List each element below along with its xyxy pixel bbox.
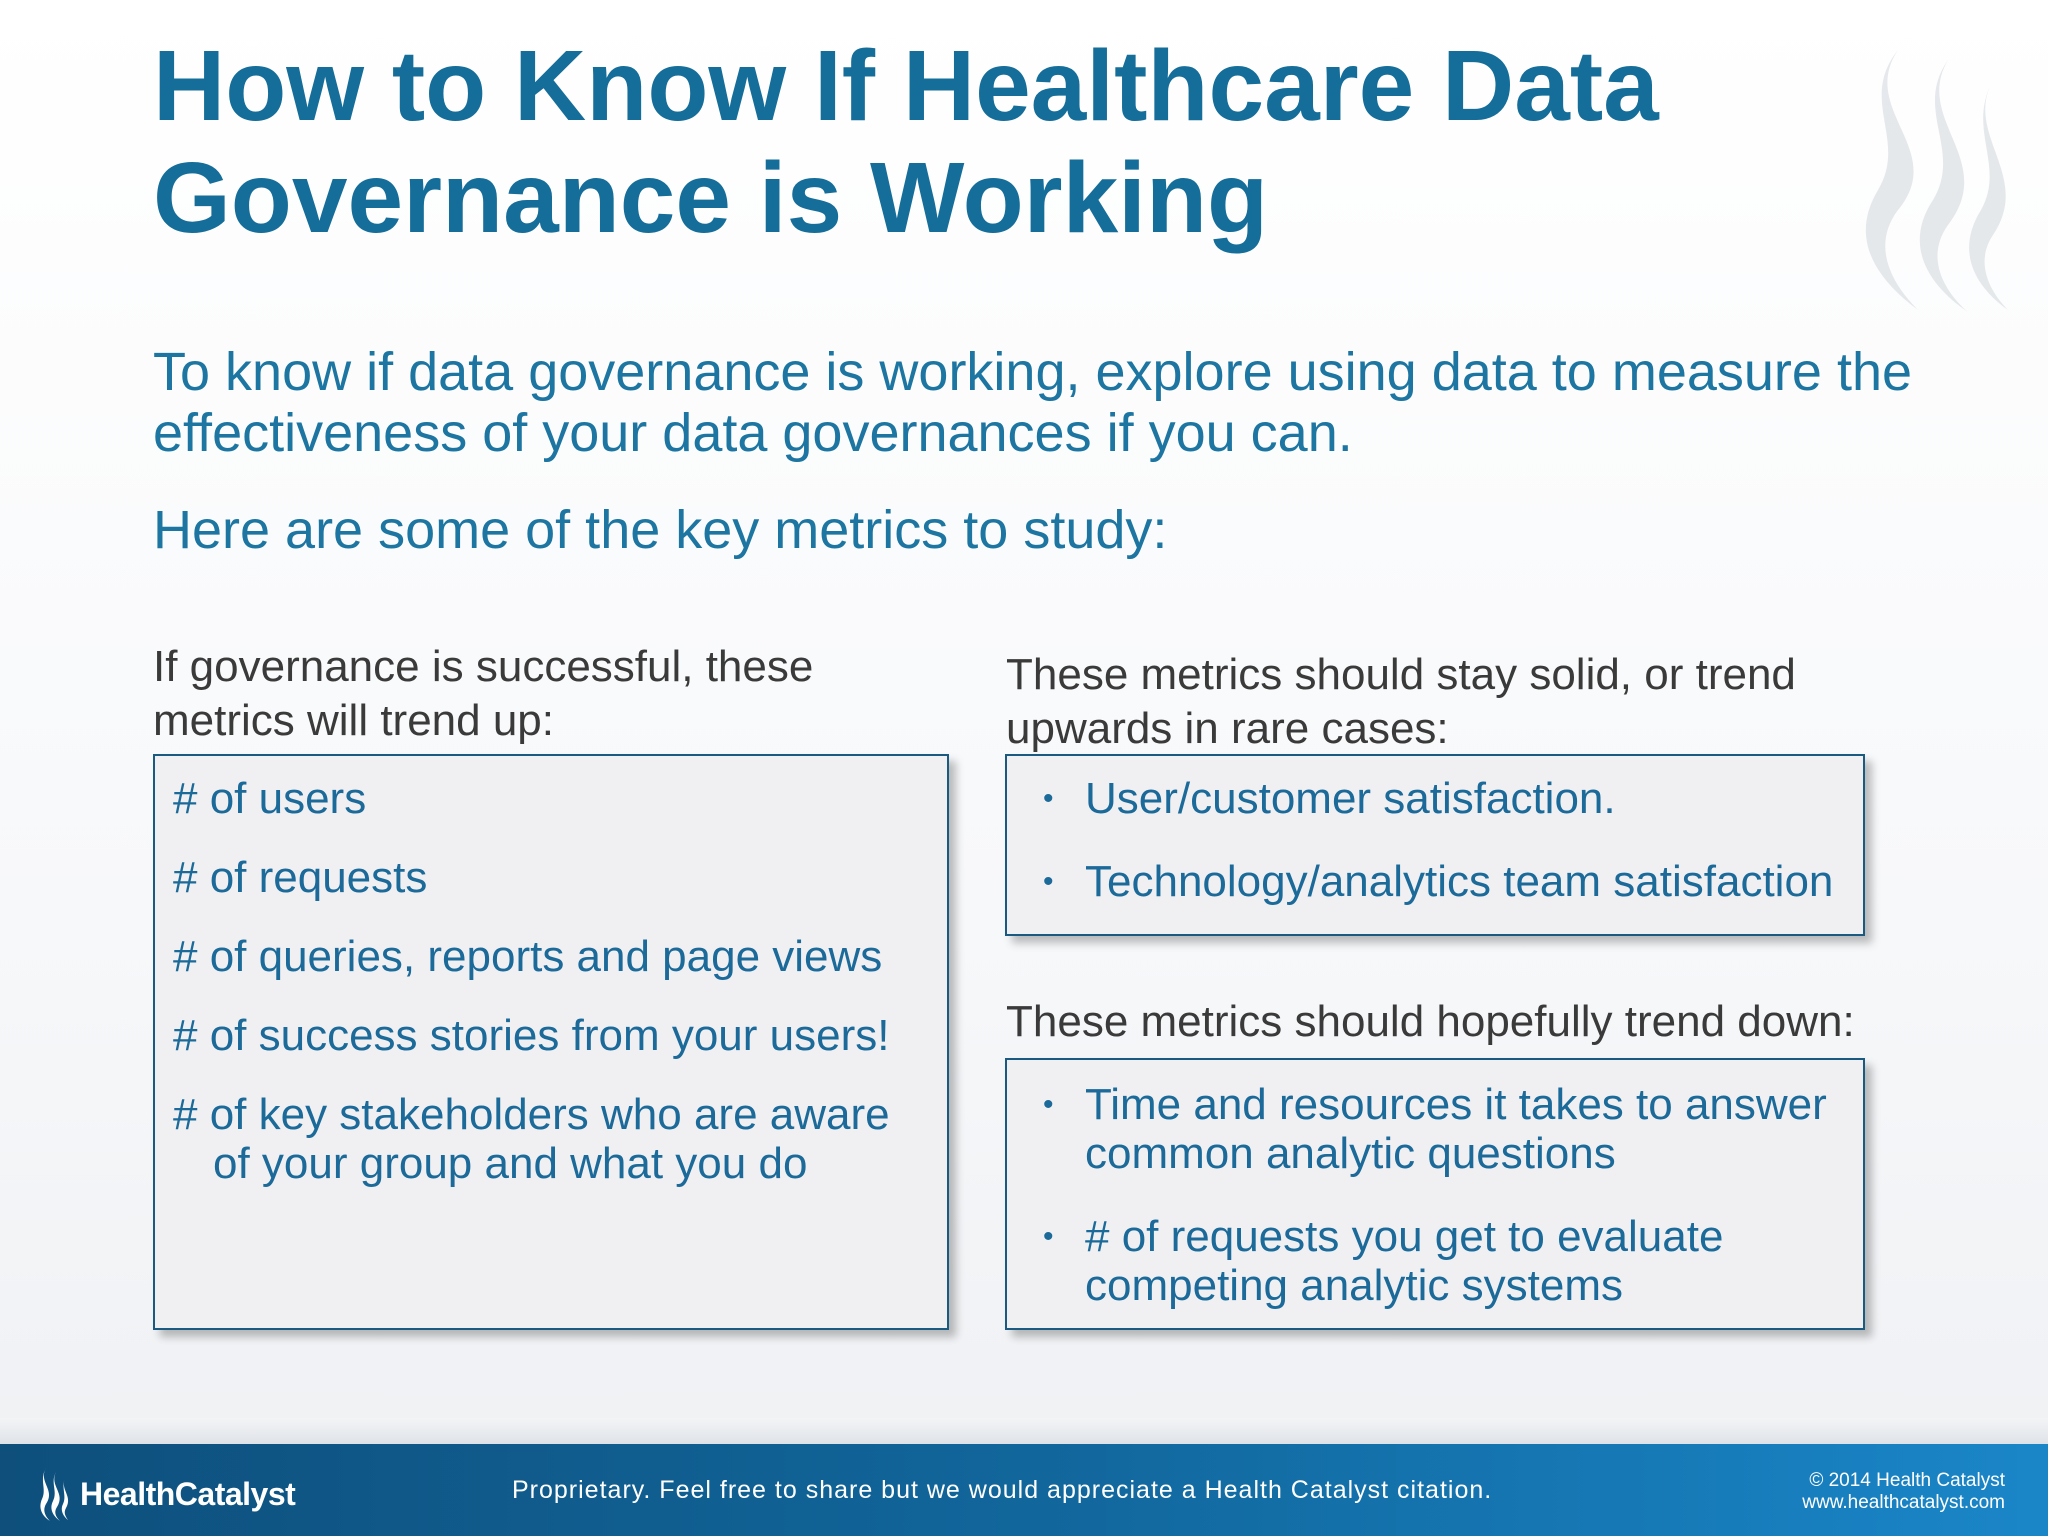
metric-item: # of users	[173, 774, 367, 823]
trend-up-metrics-box	[153, 754, 949, 1330]
bullet-dot-icon: •	[1043, 1220, 1054, 1253]
bullet-text: Technology/analytics team satisfaction	[1085, 857, 1834, 906]
bullet-item	[1025, 1212, 1845, 1310]
trend-down-metrics-box	[1005, 1058, 1865, 1330]
bullet-item	[1025, 774, 1845, 823]
bullet-dot-icon: •	[1043, 782, 1054, 815]
bullet-text: Time and resources it takes to answer common analytic questions	[1085, 1080, 1827, 1178]
copyright-block	[1802, 1470, 2005, 1514]
footer-divider	[0, 1418, 2048, 1444]
trend-down-label: These metrics should hopefully trend down:	[1006, 997, 1855, 1046]
metric-item: # of queries, reports and page views	[173, 932, 883, 981]
website-text: www.healthcatalyst.com	[1802, 1492, 2005, 1513]
metric-item: # of success stories from your users!	[173, 1011, 890, 1060]
bullet-item	[1025, 1080, 1845, 1178]
copyright-text: © 2014 Health Catalyst	[1809, 1470, 2005, 1491]
metric-item: # of requests	[173, 853, 428, 902]
bullet-text: # of requests you get to evaluate competing analytic systems	[1085, 1212, 1724, 1310]
metrics-intro: Here are some of the key metrics to study:	[153, 500, 1168, 560]
health-catalyst-logo	[36, 1466, 295, 1522]
stay-solid-label: These metrics should stay solid, or trend upwards in rare cases:	[1006, 650, 1796, 753]
health-catalyst-flame-icon	[36, 1466, 74, 1522]
slide-title: How to Know If Healthcare Data Governance is Working	[153, 30, 1659, 254]
bullet-text: User/customer satisfaction.	[1085, 774, 1616, 823]
bullet-item	[1025, 857, 1845, 906]
trend-up-label: If governance is successful, these metrics will trend up:	[153, 642, 814, 745]
proprietary-notice: Proprietary. Feel free to share but we would appreciate a Health Catalyst citation.	[512, 1476, 1493, 1504]
bullet-dot-icon: •	[1043, 1088, 1054, 1121]
bullet-dot-icon: •	[1043, 865, 1054, 898]
footer-bar	[0, 1444, 2048, 1536]
intro-text: To know if data governance is working, explore using data to measure the effectiveness of your data governances if you can.	[153, 342, 1913, 463]
metric-item: # of key stakeholders who are aware of your group and what you do	[173, 1090, 890, 1188]
logo-wordmark: HealthCatalyst	[80, 1475, 296, 1512]
flame-watermark-icon	[1838, 40, 2018, 320]
stay-solid-metrics-box	[1005, 754, 1865, 936]
